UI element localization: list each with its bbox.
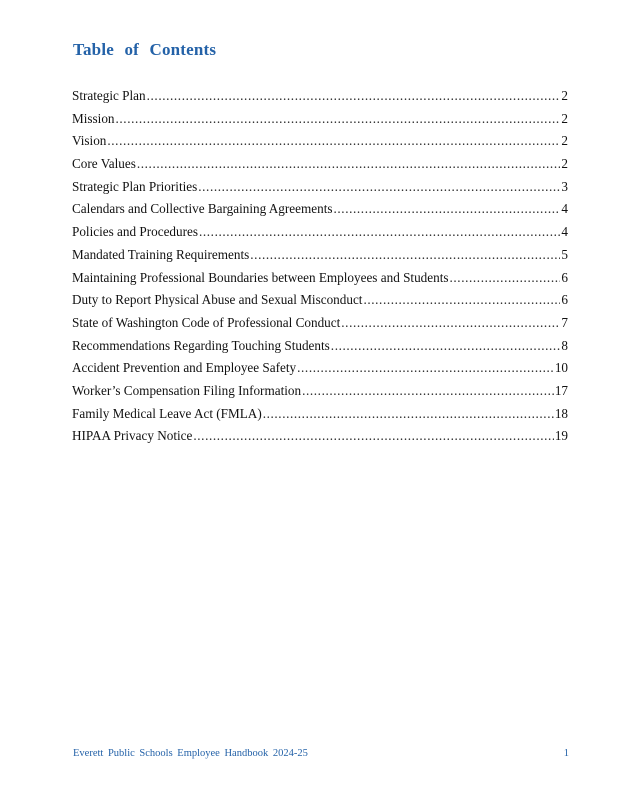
footer-page-number: 1: [563, 748, 569, 759]
toc-dot-leader: [137, 156, 561, 172]
toc-entry-page: 2: [561, 88, 568, 103]
toc-entry-label: Policies and Procedures: [72, 224, 198, 240]
toc-entry[interactable]: [72, 270, 568, 293]
toc-dot-leader: [450, 270, 561, 286]
toc-entry-page: 4: [561, 224, 568, 240]
toc-entry-label: Mission: [72, 110, 115, 126]
toc-entry[interactable]: [72, 360, 568, 383]
toc-dot-leader: [363, 292, 560, 308]
toc-entry-label: Core Values: [72, 156, 136, 172]
toc-entry-label: Strategic Plan Priorities: [72, 178, 198, 194]
page-footer: [73, 748, 569, 759]
toc-entry-page: 17: [554, 382, 568, 398]
toc-dot-leader: [198, 179, 560, 195]
toc-entry[interactable]: [72, 428, 568, 451]
toc-entry-page: 2: [561, 110, 568, 126]
toc-entry-label: Recommendations Regarding Touching Students: [72, 337, 330, 353]
toc-entry-label: Strategic Plan: [72, 88, 146, 103]
toc-entry-label: Family Medical Leave Act (FMLA): [72, 405, 262, 421]
toc-entry[interactable]: [72, 383, 568, 406]
toc-dot-leader: [302, 383, 554, 399]
toc-entry-page: 8: [561, 337, 568, 353]
toc-entry[interactable]: [72, 201, 568, 224]
toc-entry[interactable]: [72, 247, 568, 270]
toc-list: [72, 88, 568, 451]
toc-dot-leader: [297, 360, 554, 376]
toc-entry-label: Mandated Training Requirements: [72, 246, 250, 262]
toc-entry-page: 3: [561, 178, 568, 194]
toc-entry[interactable]: [72, 338, 568, 361]
toc-entry-page: 6: [561, 292, 568, 308]
toc-dot-leader: [147, 88, 561, 104]
footer-text: Everett Public Schools Employee Handbook 2024-25: [73, 748, 308, 759]
toc-entry-label: Maintaining Professional Boundaries between Employees and Students: [72, 269, 449, 285]
toc-dot-leader: [250, 247, 560, 263]
toc-entry-page: 4: [561, 201, 568, 217]
toc-dot-leader: [334, 201, 561, 217]
toc-entry-label: Vision: [72, 133, 107, 149]
toc-entry-label: Duty to Report Physical Abuse and Sexual Misconduct: [72, 292, 363, 308]
toc-entry-page: 18: [554, 405, 568, 421]
toc-entry-page: 5: [561, 246, 568, 262]
toc-entry-page: 7: [561, 314, 568, 330]
toc-entry-page: 2: [561, 133, 568, 149]
toc-entry-label: State of Washington Code of Professional Conduct: [72, 314, 341, 330]
toc-entry[interactable]: [72, 111, 568, 134]
toc-dot-leader: [199, 224, 560, 240]
toc-entry[interactable]: [72, 315, 568, 338]
toc-entry[interactable]: [72, 224, 568, 247]
toc-dot-leader: [263, 406, 554, 422]
toc-dot-leader: [341, 315, 560, 331]
toc-entry[interactable]: [72, 406, 568, 429]
toc-entry[interactable]: [72, 292, 568, 315]
toc-entry-label: HIPAA Privacy Notice: [72, 428, 193, 444]
toc-dot-leader: [193, 428, 553, 444]
toc-dot-leader: [107, 133, 560, 149]
toc-title: Table of Contents: [73, 40, 217, 59]
toc-entry[interactable]: [72, 88, 568, 111]
toc-entry-page: 10: [554, 360, 568, 376]
toc-entry-page: 2: [561, 156, 568, 172]
toc-entry[interactable]: [72, 156, 568, 179]
toc-entry-label: Worker’s Compensation Filing Information: [72, 382, 302, 398]
toc-entry[interactable]: [72, 133, 568, 156]
toc-entry-page: 6: [561, 269, 568, 285]
toc-entry-label: Calendars and Collective Bargaining Agreements: [72, 201, 333, 217]
toc-dot-leader: [331, 338, 561, 354]
toc-dot-leader: [116, 111, 561, 127]
toc-entry[interactable]: [72, 179, 568, 202]
toc-entry-label: Accident Prevention and Employee Safety: [72, 360, 297, 376]
toc-entry-page: 19: [554, 428, 568, 444]
